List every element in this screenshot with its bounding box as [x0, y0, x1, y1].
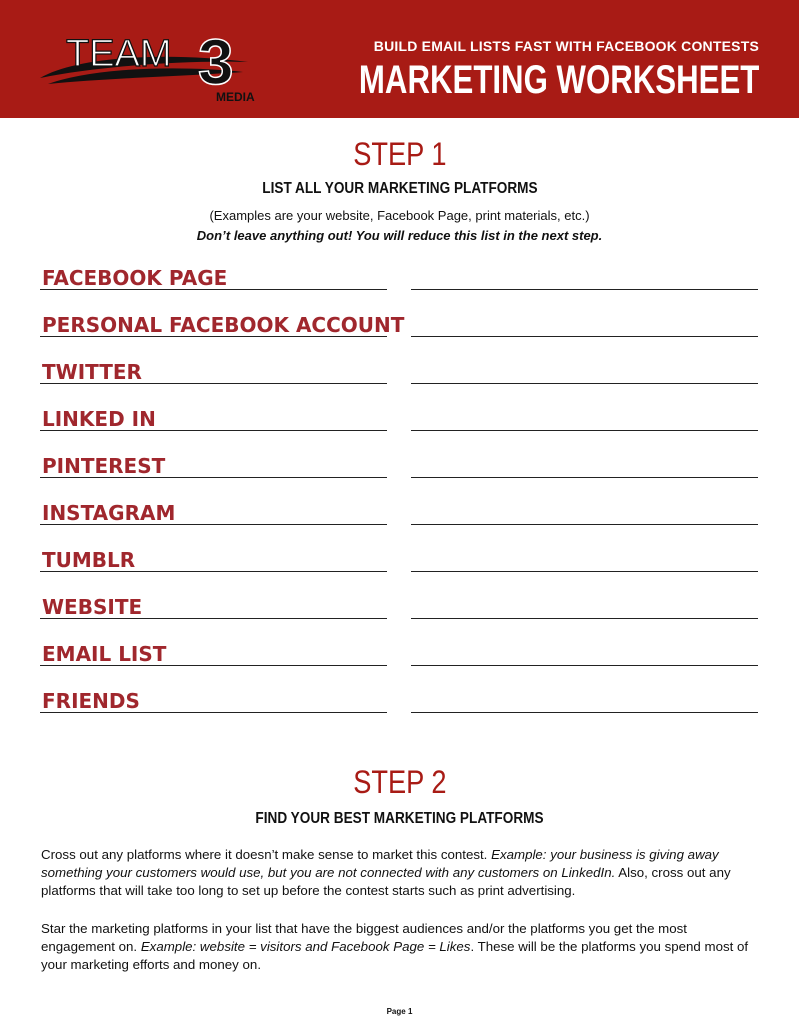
svg-text:MEDIA: MEDIA: [216, 90, 255, 104]
underline: [40, 571, 387, 572]
platform-row: [40, 450, 758, 497]
platform-label: TWITTER: [42, 360, 142, 384]
step1-title: STEP 1: [352, 136, 447, 172]
platform-label: EMAIL LIST: [42, 642, 167, 666]
svg-text:3: 3: [198, 26, 234, 98]
write-in-line: [411, 571, 758, 572]
platform-label: WEBSITE: [42, 595, 143, 619]
platform-label: PINTEREST: [42, 454, 166, 478]
platform-row: [40, 309, 758, 356]
platform-row: [40, 497, 758, 544]
underline: [40, 712, 387, 713]
platform-row: [40, 356, 758, 403]
underline: [40, 336, 387, 337]
step1-examples: (Examples are your website, Facebook Page, print materials, etc.): [209, 208, 590, 223]
platform-row: [40, 262, 758, 309]
platform-list: [40, 262, 758, 732]
write-in-line: [411, 712, 758, 713]
underline: [40, 618, 387, 619]
write-in-line: [411, 665, 758, 666]
platform-label: FACEBOOK PAGE: [42, 266, 228, 290]
page-header: [0, 0, 799, 118]
svg-text:TEAM: TEAM: [66, 33, 172, 75]
platform-row: [40, 544, 758, 591]
platform-label: FRIENDS: [42, 689, 140, 713]
write-in-line: [411, 524, 758, 525]
underline: [40, 430, 387, 431]
write-in-line: [411, 383, 758, 384]
platform-row: [40, 638, 758, 685]
underline: [40, 383, 387, 384]
underline: [40, 477, 387, 478]
step2-paragraph-1: Cross out any platforms where it doesn’t make sense to market this contest. Example: your business is giving away something your customers would use, but you are not connected with any customers on LinkedIn. Also, cross out any platforms that will take too long to set up before the contest starts such as print advertising.: [41, 847, 731, 898]
platform-label: INSTAGRAM: [42, 501, 176, 525]
underline: [40, 289, 387, 290]
step2-paragraph-2: Star the marketing platforms in your list that have the biggest audiences and/or the platforms you get the most engagement on. Example: website = visitors and Facebook Page = Likes. These will be the platforms you spend most of your marketing efforts and money on.: [41, 921, 749, 972]
write-in-line: [411, 336, 758, 337]
underline: [40, 665, 387, 666]
platform-row: [40, 403, 758, 450]
write-in-line: [411, 289, 758, 290]
platform-label: PERSONAL FACEBOOK ACCOUNT: [42, 313, 405, 337]
write-in-line: [411, 618, 758, 619]
platform-row: [40, 591, 758, 638]
platform-row: [40, 685, 758, 732]
platform-label: LINKED IN: [42, 407, 156, 431]
step1-subtitle: LIST ALL YOUR MARKETING PLATFORMS: [261, 180, 538, 197]
team3-media-logo: [38, 26, 278, 106]
step2-title: STEP 2: [352, 764, 447, 800]
step1-emphasis: Don’t leave anything out! You will reduce this list in the next step.: [196, 228, 603, 243]
platform-label: TUMBLR: [42, 548, 136, 572]
document-title: MARKETING WORKSHEET: [358, 58, 759, 102]
write-in-line: [411, 477, 758, 478]
underline: [40, 524, 387, 525]
write-in-line: [411, 430, 758, 431]
header-tagline: BUILD EMAIL LISTS FAST WITH FACEBOOK CONTESTS: [373, 38, 759, 54]
step2-subtitle: FIND YOUR BEST MARKETING PLATFORMS: [255, 810, 544, 827]
page-number: Page 1: [386, 1007, 413, 1016]
